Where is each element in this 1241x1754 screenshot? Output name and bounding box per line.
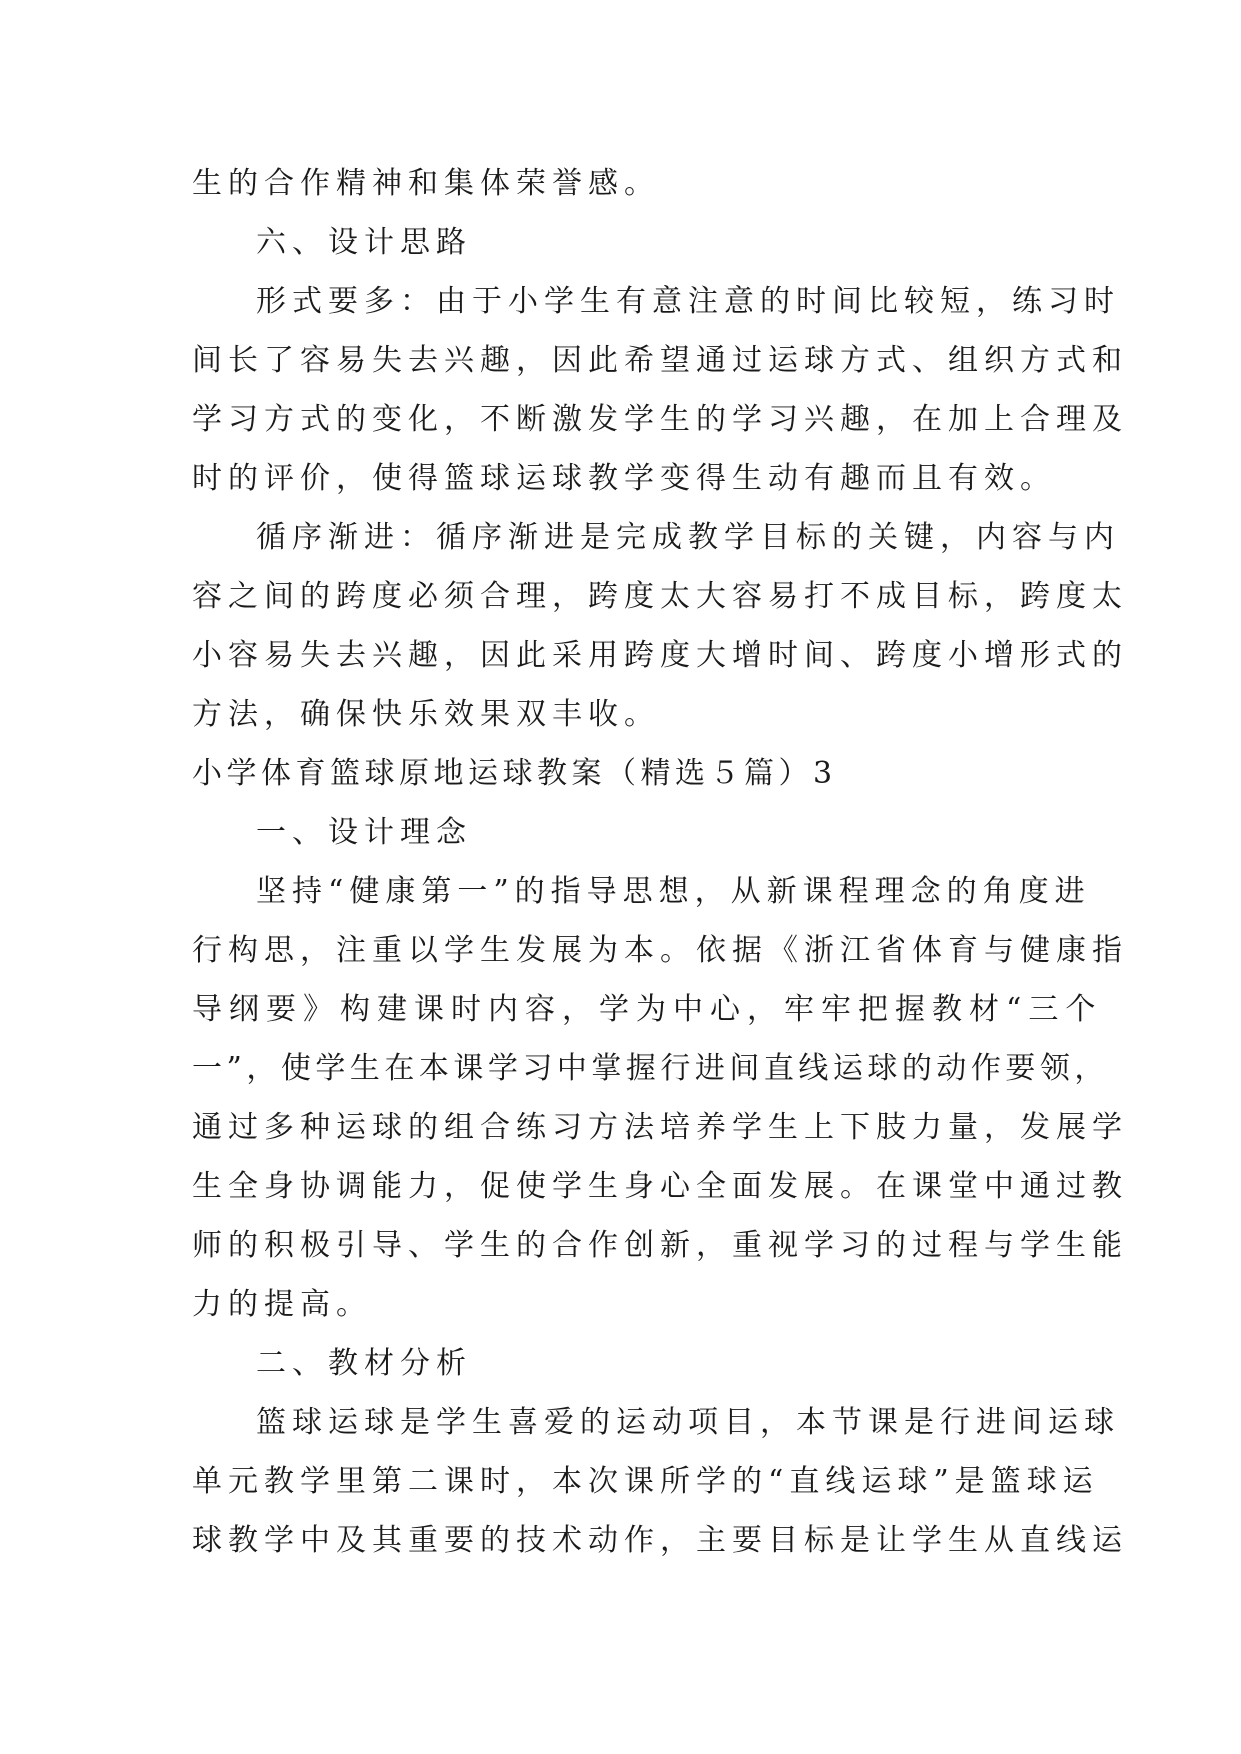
paragraph-line: 导纲要》构建课时内容，学为中心，牢牢把握教材“三个: [192, 992, 1103, 1027]
paragraph-line: 坚持“健康第一”的指导思想，从新课程理念的角度进: [256, 874, 1091, 909]
section-heading: 二、教材分析: [256, 1346, 472, 1381]
paragraph-line: 容之间的跨度必须合理，跨度太大容易打不成目标，跨度太: [192, 579, 1128, 614]
paragraph-line: 师的积极引导、学生的合作创新，重视学习的过程与学生能: [192, 1228, 1128, 1263]
paragraph-line: 球教学中及其重要的技术动作，主要目标是让学生从直线运: [192, 1523, 1128, 1558]
paragraph-line: 循序渐进：循序渐进是完成教学目标的关键，内容与内: [256, 520, 1120, 555]
paragraph-line: 力的提高。: [192, 1287, 372, 1322]
paragraph-line: 形式要多：由于小学生有意注意的时间比较短，练习时: [256, 284, 1120, 319]
paragraph-line: 单元教学里第二课时，本次课所学的“直线运球”是篮球运: [192, 1464, 1099, 1499]
paragraph-line: 小容易失去兴趣，因此采用跨度大增时间、跨度小增形式的: [192, 638, 1128, 673]
section-heading: 六、设计思路: [256, 225, 472, 260]
paragraph-line: 学习方式的变化，不断激发学生的学习兴趣，在加上合理及: [192, 402, 1128, 437]
paragraph-line: 生全身协调能力，促使学生身心全面发展。在课堂中通过教: [192, 1169, 1128, 1204]
paragraph-line: 间长了容易失去兴趣，因此希望通过运球方式、组织方式和: [192, 343, 1128, 378]
paragraph-line: 篮球运球是学生喜爱的运动项目，本节课是行进间运球: [256, 1405, 1120, 1440]
paragraph-line: 一”，使学生在本课学习中掌握行进间直线运球的动作要领，: [192, 1051, 1109, 1086]
paragraph-line: 通过多种运球的组合练习方法培养学生上下肢力量，发展学: [192, 1110, 1128, 1145]
document-title: 小学体育篮球原地运球教案（精选５篇）3: [192, 756, 837, 791]
section-heading: 一、设计理念: [256, 815, 472, 850]
paragraph-line: 时的评价，使得篮球运球教学变得生动有趣而且有效。: [192, 461, 1056, 496]
paragraph-line: 方法，确保快乐效果双丰收。: [192, 697, 660, 732]
paragraph-line: 行构思，注重以学生发展为本。依据《浙江省体育与健康指: [192, 933, 1128, 968]
paragraph-line: 生的合作精神和集体荣誉感。: [192, 166, 660, 201]
